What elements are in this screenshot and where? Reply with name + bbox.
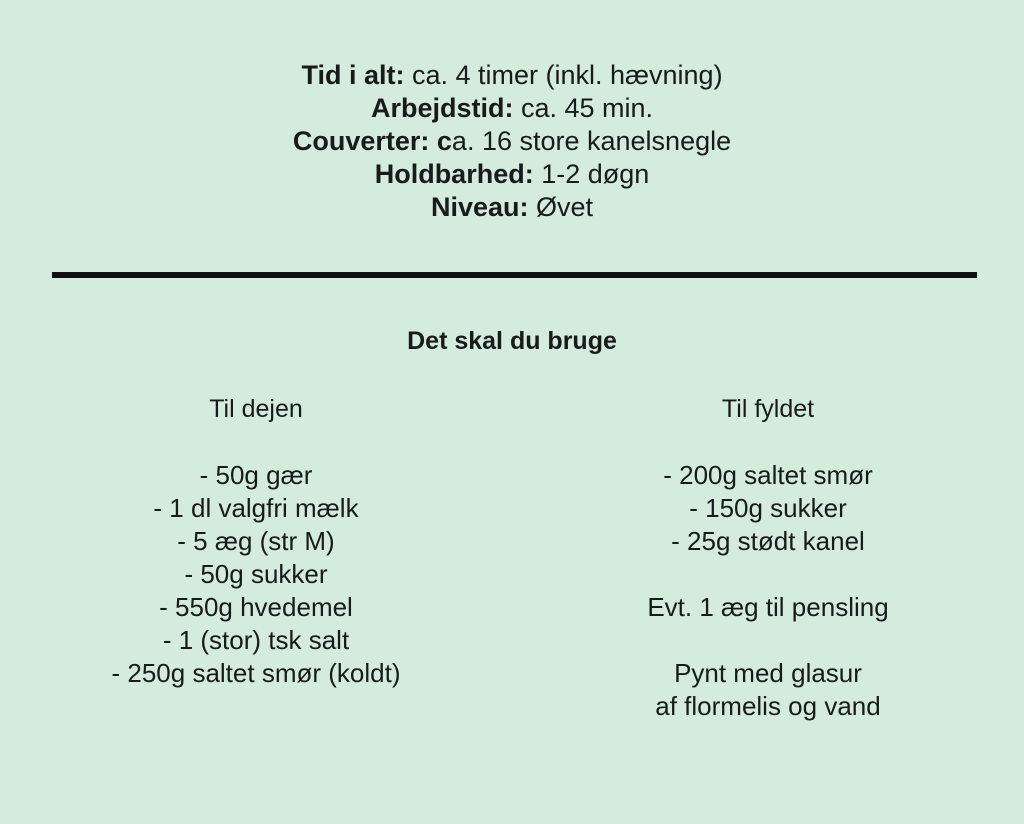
ingredient-group-optional bbox=[512, 591, 1024, 624]
meta-value: a. 16 store kanelsnegle bbox=[451, 126, 732, 156]
ingredient-item: - 5 æg (str M) bbox=[177, 526, 335, 556]
meta-label: Tid i alt: bbox=[301, 60, 405, 90]
meta-value: Øvet bbox=[528, 192, 594, 222]
ingredient-item: - 50g gær bbox=[199, 460, 313, 490]
meta-value: ca. 4 timer (inkl. hævning) bbox=[404, 60, 723, 90]
ingredient-group bbox=[0, 459, 512, 690]
meta-label: Arbejdstid: bbox=[370, 93, 514, 123]
ingredients-columns bbox=[0, 393, 1024, 723]
ingredient-item: - 50g sukker bbox=[184, 559, 328, 589]
horizontal-divider bbox=[52, 272, 977, 278]
ingredients-column-filling bbox=[512, 393, 1024, 723]
ingredient-item: - 200g saltet smør bbox=[663, 460, 873, 490]
ingredient-item: af flormelis og vand bbox=[655, 691, 881, 721]
meta-line bbox=[0, 158, 1024, 191]
ingredient-item: - 150g sukker bbox=[689, 493, 847, 523]
ingredient-group bbox=[512, 459, 1024, 558]
meta-line bbox=[0, 125, 1024, 158]
meta-value: 1-2 døgn bbox=[533, 159, 650, 189]
meta-label: Couverter: c bbox=[292, 126, 452, 156]
meta-line bbox=[0, 59, 1024, 92]
ingredient-item: Evt. 1 æg til pensling bbox=[647, 592, 889, 622]
column-heading: Til dejen bbox=[209, 395, 303, 423]
meta-line bbox=[0, 191, 1024, 224]
meta-label: Holdbarhed: bbox=[374, 159, 534, 189]
ingredients-column-dough bbox=[0, 393, 512, 723]
ingredient-item: - 550g hvedemel bbox=[159, 592, 353, 622]
ingredient-item: - 250g saltet smør (koldt) bbox=[111, 658, 401, 688]
ingredient-item: - 25g stødt kanel bbox=[671, 526, 865, 556]
meta-line bbox=[0, 92, 1024, 125]
ingredient-item: - 1 dl valgfri mælk bbox=[153, 493, 359, 523]
meta-value: ca. 45 min. bbox=[513, 93, 654, 123]
recipe-meta-block bbox=[0, 59, 1024, 224]
ingredient-group-garnish bbox=[512, 657, 1024, 723]
ingredient-item: - 1 (stor) tsk salt bbox=[162, 625, 350, 655]
meta-label: Niveau: bbox=[430, 192, 529, 222]
ingredient-item: Pynt med glasur bbox=[674, 658, 862, 688]
section-heading: Det skal du bruge bbox=[407, 327, 617, 355]
column-heading: Til fyldet bbox=[721, 395, 815, 423]
